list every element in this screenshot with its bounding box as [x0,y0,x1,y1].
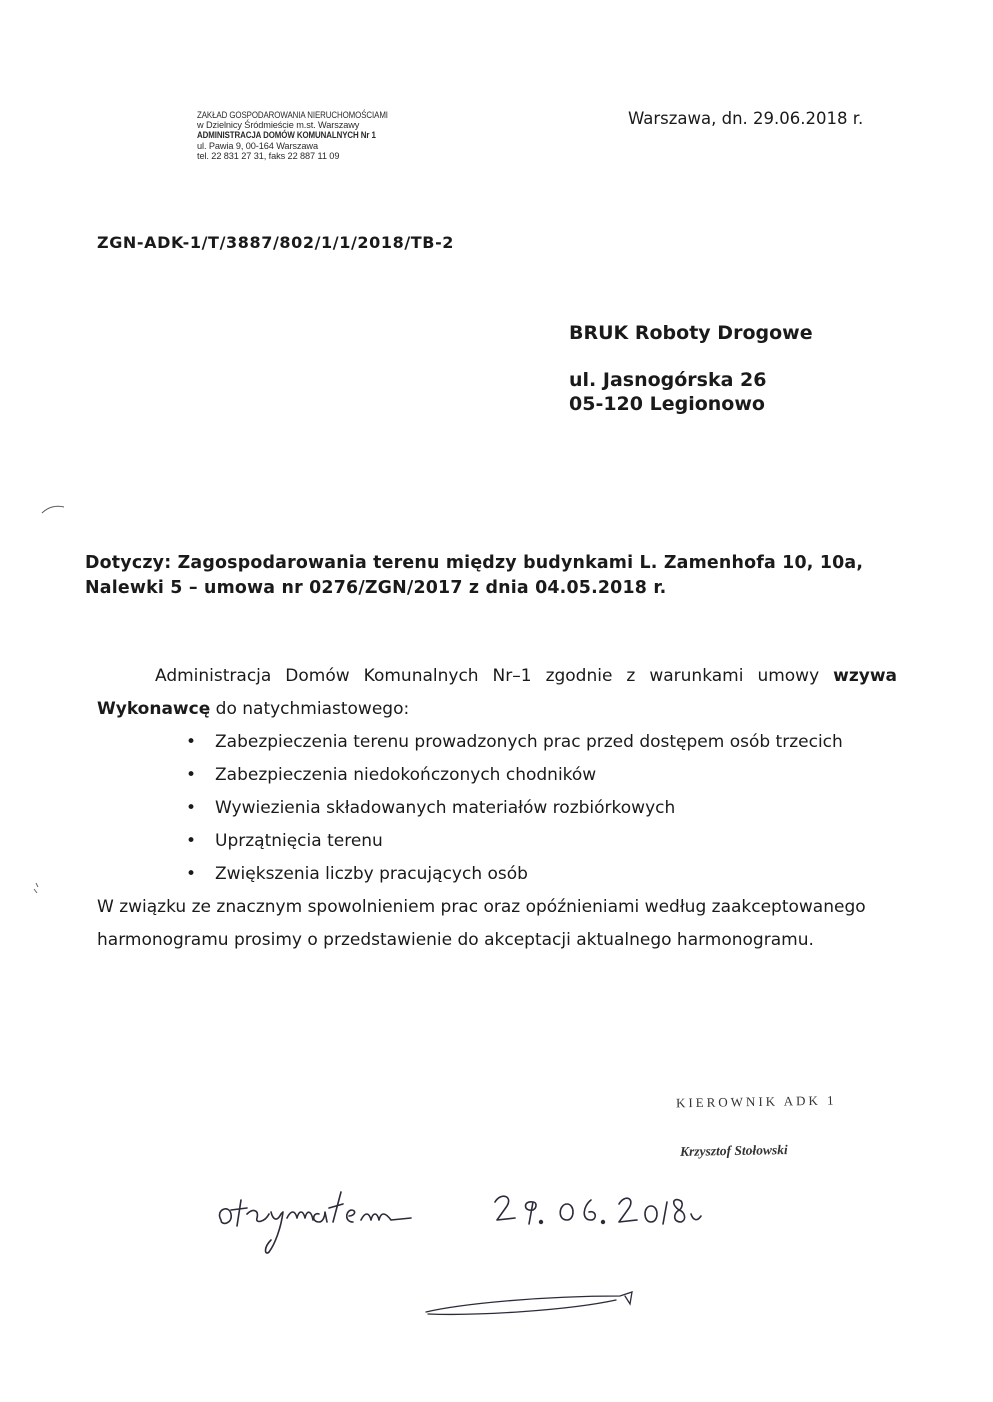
stray-mark [40,500,66,512]
addressee-street: ul. Jasnogórska 26 [569,369,767,391]
stamp-line-3: ADMINISTRACJA DOMÓW KOMUNALNYCH Nr 1 [197,130,376,141]
signature-name: Krzysztof Stołowski [679,1142,788,1159]
list-item-text: Uprzątnięcia terenu [215,831,383,851]
stamp-line-1: ZAKŁAD GOSPODAROWANIA NIERUCHOMOŚCIAMI [197,110,388,120]
list-item [182,792,897,825]
addressee-city: 05-120 Legionowo [569,393,765,415]
reference-number: ZGN-ADK-1/T/3887/802/1/1/2018/TB-2 [97,233,455,252]
list-item [182,825,897,858]
stray-mark [32,880,42,894]
letter-body [97,660,897,957]
intro-suffix: do natychmiastowego: [210,699,410,719]
bullet-icon: • [186,798,197,818]
closing-paragraph: W związku ze znacznym spowolnieniem prac oraz opóźnieniami według zaakceptowanego harmonogramu prosimy o przedstawienie do akceptacji aktualnego harmonogramu. [97,897,866,950]
letter-subject: Dotyczy: Zagospodarowania terenu między budynkami L. Zamenhofa 10, 10a, Nalewki 5 – umowa nr 0276/ZGN/2017 z dnia 04.05.2018 r. [85,553,864,598]
list-item-text: Zwiększenia liczby pracujących osób [215,864,528,884]
bullet-icon: • [186,732,197,752]
list-item-text: Zabezpieczenia terenu prowadzonych prac przed dostępem osób trzecich [215,732,843,752]
signature-title: KIEROWNIK ADK 1 [675,1092,837,1111]
intro-prefix: Administracja Domów Komunalnych Nr–1 zgodnie z warunkami umowy [155,666,834,686]
intro-bold: wzywa Wykonawcę [97,666,897,719]
list-item [182,759,897,792]
intro-paragraph [97,660,897,726]
addressee-name: BRUK Roboty Drogowe [569,322,813,344]
stamp-line-4: ul. Pawia 9, 00-164 Warszawa [197,140,318,151]
letter-date: Warszawa, dn. 29.06.2018 r. [628,109,864,128]
handwritten-note-drawing [215,1180,915,1260]
bullet-icon: • [186,765,197,785]
bullet-icon: • [186,831,197,851]
list-item [182,858,897,891]
signature-flourish [420,1282,650,1322]
task-list [97,726,897,891]
list-item-text: Wywiezienia składowanych materiałów rozbiórkowych [215,798,676,818]
list-item-text: Zabezpieczenia niedokończonych chodników [215,765,597,785]
list-item [182,726,897,759]
office-stamp [197,110,388,161]
handwritten-note [215,1180,915,1260]
signature-flourish-drawing [420,1282,650,1322]
stamp-line-2: w Dzielnicy Śródmieście m.st. Warszawy [197,120,360,131]
addressee-block [569,321,813,416]
stamp-line-5: tel. 22 831 27 31, faks 22 887 11 09 [197,150,340,161]
bullet-icon: • [186,864,197,884]
